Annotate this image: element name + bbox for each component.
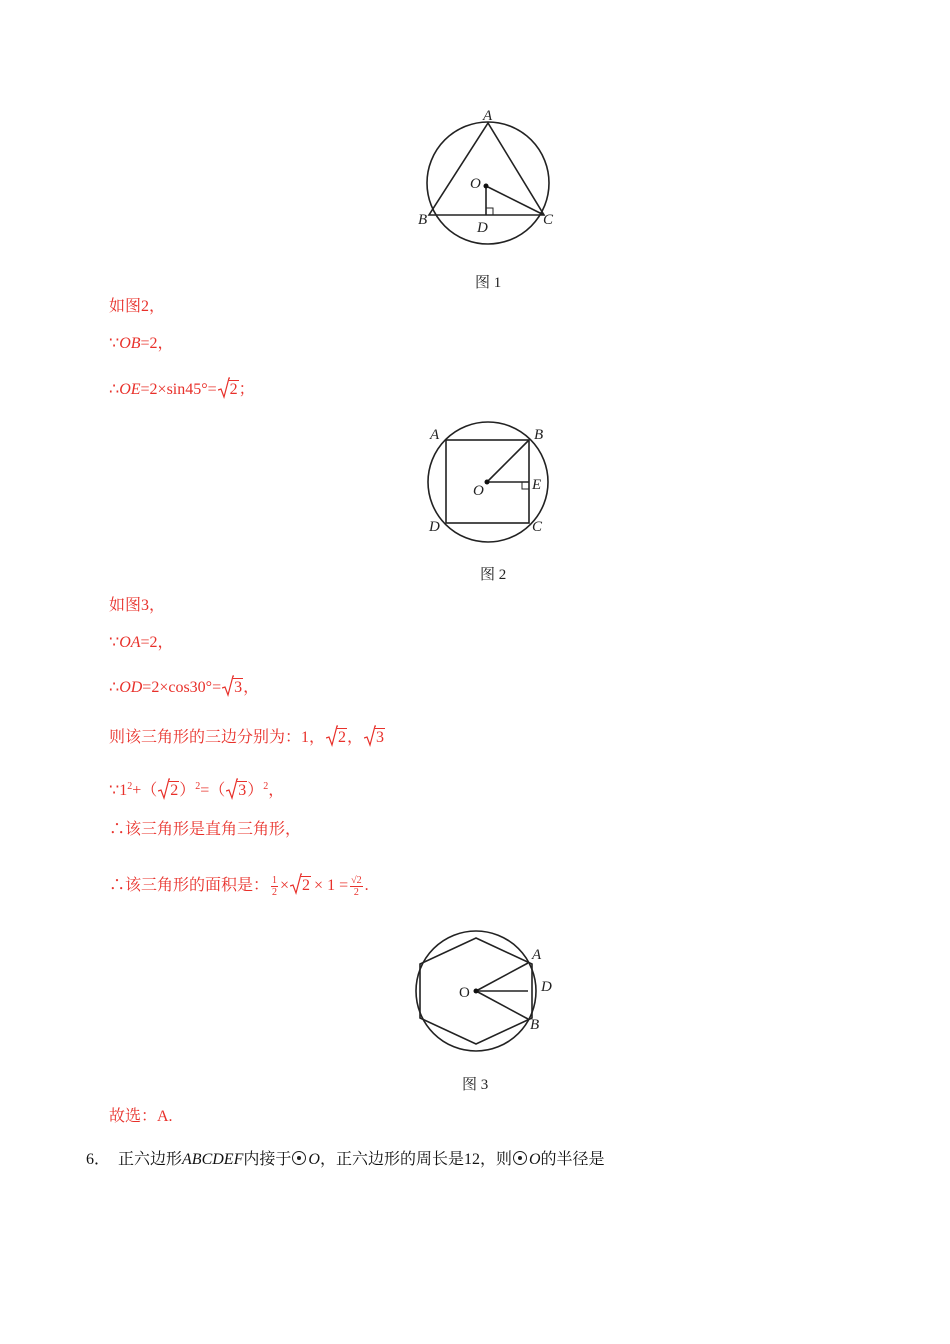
radicand: 2 [229,381,238,398]
figure-2-caption: 图 2 [480,567,507,583]
denominator: 2 [272,887,278,898]
question-text-2: 内接于 [243,1151,292,1168]
sqrt-two [290,876,311,896]
punctuation: ， [243,679,260,696]
therefore-symbol: ∴ [109,679,120,696]
radical-sign [326,725,338,747]
radical-sign [218,377,230,399]
exponent: 2 [263,781,269,792]
exponent: 2 [127,781,133,792]
label-o: O [470,176,481,192]
label-c: C [543,212,554,228]
label-o: O [473,483,484,499]
circle-symbol-icon [292,1151,306,1165]
radicand: 2 [356,875,362,886]
question-text-4: 的半径是 [540,1151,605,1168]
radical-sign [364,725,376,747]
question-6 [86,1150,605,1170]
radicand: 3 [234,679,243,696]
figure-1-caption: 图 1 [475,275,502,291]
circle-name: O [528,1151,541,1168]
center-point [485,480,490,485]
radicand: 3 [238,782,247,799]
question-text-3: ，正六边形的周长是12，则 [319,1151,512,1168]
close-paren: ） [247,782,264,799]
center-point [484,184,489,189]
circle [427,122,549,244]
figure-1 [410,105,570,260]
sides-line [109,728,385,748]
radicand: 2 [338,729,347,746]
punctuation: ； [238,381,255,398]
side-one: 1， [301,729,326,746]
segment-ob [487,440,529,482]
because-symbol: ∵ [109,782,120,799]
fraction-result [350,875,363,898]
figure-3-caption: 图 3 [462,1077,489,1093]
close-paren: ） [179,782,196,799]
area-text: ∴该三角形的面积是： [109,877,270,895]
sqrt-three [364,728,385,748]
equation: =2×sin45°= [140,381,217,398]
pythagorean-line [109,777,284,801]
polygon-name: ABCDEF [182,1151,244,1168]
label-b: B [534,427,544,443]
exponent: 2 [195,781,201,792]
numerator: 1 [272,875,278,886]
fig3-intro: 如图3， [109,597,166,614]
radical-sign [290,873,302,895]
segment-name: OB [119,335,141,352]
times-equals: × 1 = [314,877,349,895]
right-angle-mark [486,208,493,215]
center-point [474,989,479,994]
sqrt-expression [218,380,239,400]
one: 1 [119,782,128,799]
because-symbol: ∵ [109,335,120,352]
equation: =2， [140,335,174,352]
area-line [109,875,369,898]
fig3-result [109,678,259,698]
fig3-given [109,633,174,653]
right-angle-mark [522,482,529,489]
fig2-result [109,380,255,400]
label-o: O [459,985,470,1001]
label-c: C [532,519,543,535]
radicand: 2 [170,782,179,799]
label-a: A [483,108,493,124]
comma: ， [347,729,364,746]
equation: =2×cos30°= [142,679,222,696]
segment-ob [476,991,528,1019]
sides-text: 则该三角形的三边分别为： [109,729,302,746]
therefore-symbol: ∴ [109,381,120,398]
segment-name: OD [119,679,143,696]
fig2-intro: 如图2， [109,298,166,315]
numerator: √2 [351,875,362,886]
figure-2 [420,415,560,545]
circle-name: O [308,1151,320,1168]
plus-paren: +（ [132,782,158,799]
period: . [364,877,369,895]
radicand: 3 [376,729,385,746]
label-b: B [530,1017,540,1033]
label-d: D [429,519,440,535]
label-a: A [430,427,440,443]
because-symbol: ∵ [109,634,120,651]
label-d: D [477,220,488,236]
radicand: 2 [302,877,311,895]
radical-sign [158,778,170,800]
times: × [280,877,290,895]
fig2-given [109,334,174,354]
right-triangle-line: ∴该三角形是直角三角形， [109,821,302,838]
radical-sign [222,675,234,697]
sqrt-two [326,728,347,748]
question-number: 6． [86,1151,111,1168]
answer-line: 故选：A. [109,1108,173,1125]
punctuation: ， [268,782,285,799]
circle-symbol-icon [513,1151,527,1165]
segment-oa [476,963,528,991]
equation: =2， [140,634,174,651]
figure-3 [405,925,565,1060]
fraction-half [271,875,278,898]
segment-name: OA [119,634,141,651]
radical-sign [226,778,238,800]
label-b: B [418,212,428,228]
label-d: D [541,979,552,995]
equals-paren: =（ [200,782,226,799]
label-e: E [532,477,542,493]
sqrt-two [158,781,179,801]
sqrt-three [226,781,247,801]
label-a: A [532,947,542,963]
denominator: 2 [353,887,359,898]
sqrt-expression [222,678,243,698]
question-text-1: 正六边形 [118,1151,183,1168]
segment-name: OE [119,381,141,398]
